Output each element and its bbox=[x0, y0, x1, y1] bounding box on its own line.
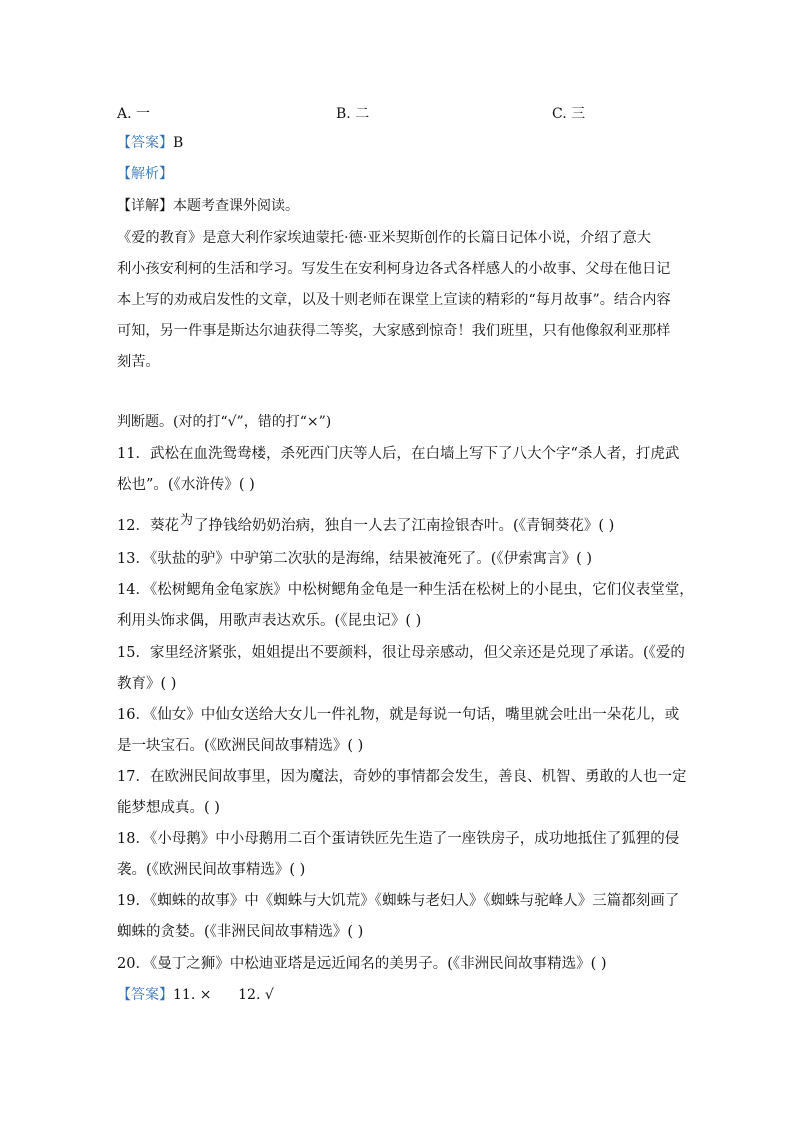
explanation-line: 可知，另一件事是斯达尔迪获得二等奖，大家感到惊奇！我们班里，只有他像叙利亚那样 bbox=[117, 323, 671, 339]
question-17-line-2: 能梦想成真。( ) bbox=[117, 800, 220, 816]
question-12-pre: 12．葵花 bbox=[117, 518, 179, 534]
explanation-line: 刻苦。 bbox=[117, 354, 160, 370]
detail-tag: 【详解】 bbox=[117, 198, 173, 214]
question-15-line-1: 15．家里经济紧张，姐姐提出不要颜料，很让母亲感动，但父亲还是兑现了承诺。(《爱的 bbox=[117, 645, 685, 661]
question-13: 13．《驮盐的驴》中驴第二次驮的是海绵，结果被淹死了。(《伊索寓言》( ) bbox=[117, 551, 593, 567]
section-title: 判断题。(对的打“√”，错的打“×”) bbox=[117, 414, 332, 430]
question-14-line-2: 利用头饰求偶，用歌声表达欢乐。(《昆虫记》( ) bbox=[117, 613, 422, 629]
detail-text: 本题考查课外阅读。 bbox=[173, 198, 299, 214]
answer-1 bbox=[117, 133, 677, 153]
answer-text: 11. × 12. √ bbox=[173, 987, 274, 1003]
option-a: A. 一 bbox=[117, 106, 151, 122]
question-11-line-2: 松也”。(《水浒传》( ) bbox=[117, 477, 255, 493]
explanation-line: 本上写的劝戒启发性的文章，以及十则老师在课堂上宣读的精彩的“每月故事”。结合内容 bbox=[117, 292, 671, 308]
explanation-line: 《爱的教育》是意大利作家埃迪蒙托·德·亚米契斯创作的长篇日记体小说，介绍了意大 bbox=[117, 230, 651, 246]
answer-text: B bbox=[173, 135, 184, 151]
question-14-line-1: 14．《松树鳃角金龟家族》中松树鳃角金龟是一种生活在松树上的小昆虫，它们仪表堂堂， bbox=[117, 582, 694, 598]
answer-tag: 【答案】 bbox=[117, 135, 173, 151]
question-12-post: 了挣钱给奶奶治病，独自一人去了江南捡银杏叶。(《青铜葵花》( ) bbox=[193, 518, 615, 534]
question-19-line-2: 蜘蛛的贪婪。(《非洲民间故事精选》( ) bbox=[117, 924, 364, 940]
analysis-tag: 【解析】 bbox=[117, 166, 173, 182]
question-16-line-2: 是一块宝石。(《欧洲民间故事精选》( ) bbox=[117, 738, 364, 754]
question-18-line-1: 18．《小母鹅》中小母鹅用二百个蛋请铁匠先生造了一座铁房子，成功地抵住了狐狸的侵 bbox=[117, 831, 680, 847]
question-18-line-2: 袭。(《欧洲民间故事精选》( ) bbox=[117, 862, 306, 878]
question-15-line-2: 教育》( ) bbox=[117, 676, 177, 692]
answer-tag: 【答案】 bbox=[117, 987, 173, 1003]
question-12-wei: 为 bbox=[179, 513, 193, 528]
detail-line bbox=[117, 196, 677, 216]
option-c: C. 三 bbox=[552, 106, 586, 122]
option-b: B. 二 bbox=[336, 106, 370, 122]
explanation-line: 利小孩安利柯的生活和学习。写发生在安利柯身边各式各样感人的小故事、父母在他日记 bbox=[117, 261, 671, 277]
question-16-line-1: 16．《仙女》中仙女送给大女儿一件礼物，就是每说一句话，嘴里就会吐出一朵花儿，或 bbox=[117, 707, 680, 723]
question-20: 20．《曼丁之狮》中松迪亚塔是远近闻名的美男子。(《非洲民间故事精选》( ) bbox=[117, 956, 607, 972]
question-12 bbox=[117, 513, 677, 537]
question-17-line-1: 17．在欧洲民间故事里，因为魔法，奇妙的事情都会发生，善良、机智、勇敢的人也一定 bbox=[117, 769, 687, 785]
question-19-line-1: 19．《蜘蛛的故事》中《蜘蛛与大饥荒》《蜘蛛与老妇人》《蜘蛛与驼峰人》三篇都刻画了 bbox=[117, 893, 680, 909]
question-11-line-1: 11．武松在血洗鸳鸯楼，杀死西门庆等人后，在白墙上写下了八大个字“杀人者，打虎武 bbox=[117, 446, 680, 462]
option-row bbox=[117, 104, 677, 124]
answer-2 bbox=[117, 985, 677, 1005]
